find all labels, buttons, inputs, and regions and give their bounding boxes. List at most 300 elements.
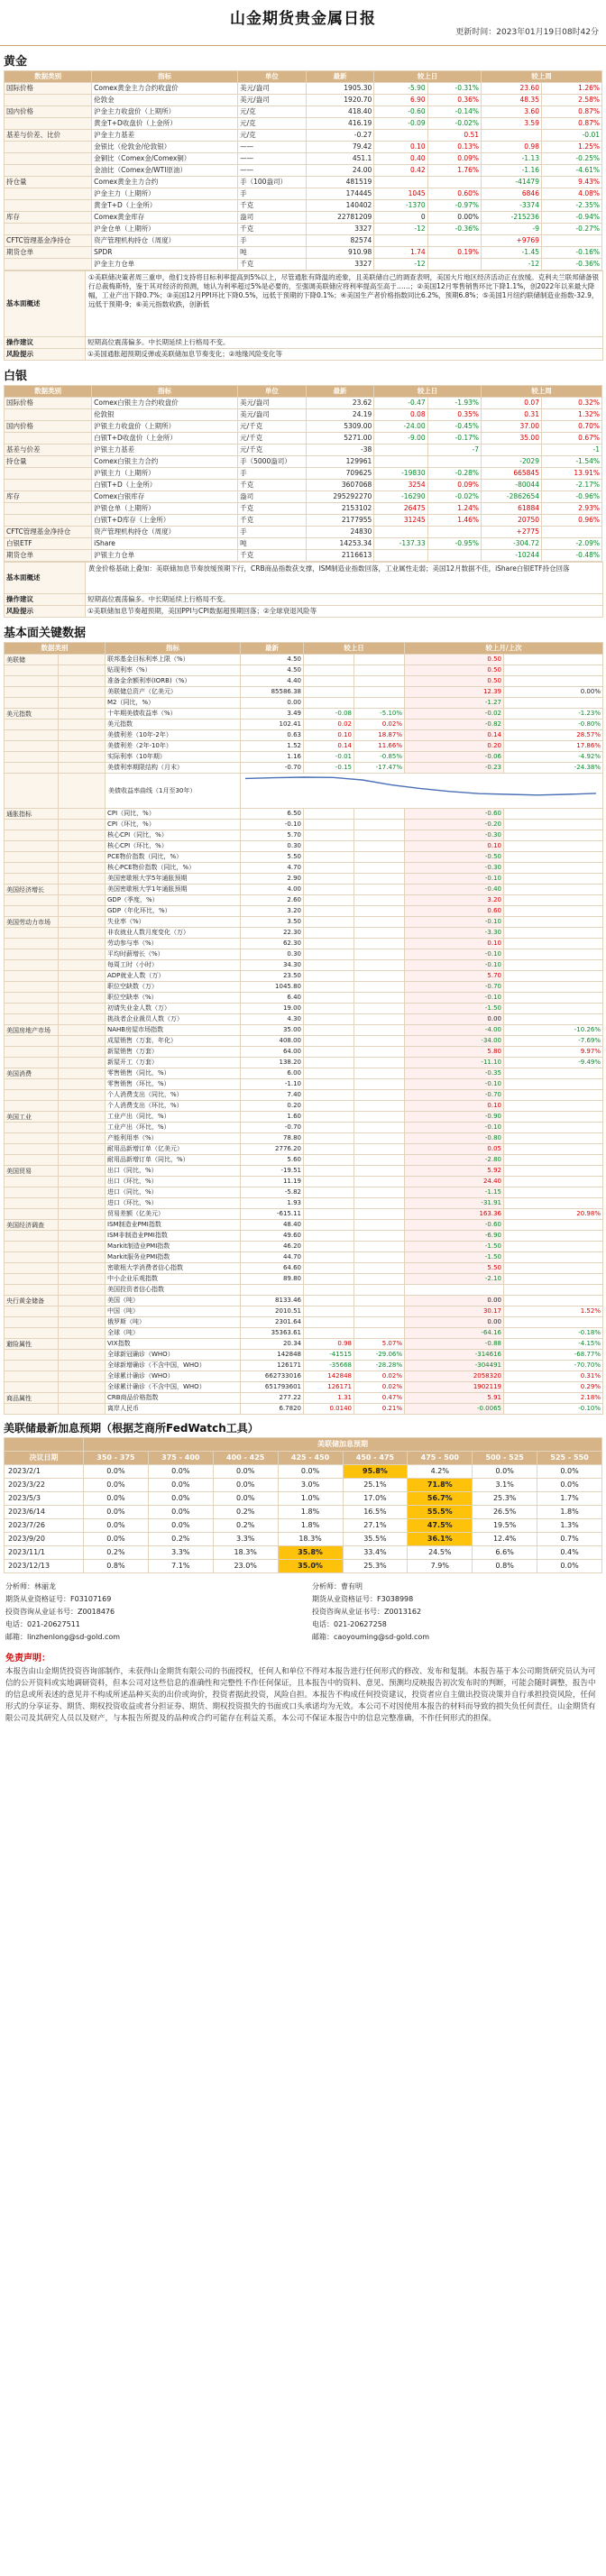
fed-header-row bbox=[5, 1452, 602, 1465]
silver-cell: -1 bbox=[541, 445, 601, 456]
macro-cell: -7.69% bbox=[504, 1036, 603, 1047]
macro-cell bbox=[304, 665, 354, 676]
macro-cell: 0.63 bbox=[241, 730, 304, 741]
contacts bbox=[0, 1573, 606, 1647]
macro-cell: -0.20 bbox=[405, 820, 504, 830]
macro-cell bbox=[304, 1317, 354, 1328]
gold-ops-label: 操作建议 bbox=[5, 337, 86, 349]
yield-curve-cell bbox=[241, 774, 603, 809]
macro-row bbox=[5, 655, 603, 665]
silver-cell: -0.95% bbox=[427, 538, 481, 550]
macro-cell bbox=[354, 960, 405, 971]
macro-cell: 美国消费 bbox=[5, 1068, 59, 1079]
silver-cell: 白银ETF bbox=[5, 538, 92, 550]
macro-cell: 0.02 bbox=[304, 720, 354, 730]
silver-risk-text: ①美联储加息节奏超预期，美国PPI与CPI数据超预期回落；②全球衰退风险等 bbox=[86, 606, 603, 618]
gold-cell: —— bbox=[238, 153, 307, 165]
macro-cell bbox=[59, 949, 106, 960]
macro-cell: 全球新冠确诊（WHO） bbox=[106, 1350, 241, 1361]
macro-row bbox=[5, 687, 603, 698]
macro-col-header: 较上日 bbox=[304, 643, 405, 655]
macro-cell bbox=[354, 841, 405, 852]
macro-cell: 0.31% bbox=[504, 1371, 603, 1382]
fed-prob: 55.5% bbox=[408, 1506, 473, 1519]
macro-cell bbox=[504, 885, 603, 895]
silver-fundamentals-label: 基本面概述 bbox=[5, 563, 86, 594]
macro-cell bbox=[354, 1187, 405, 1198]
macro-cell bbox=[304, 1036, 354, 1047]
macro-row bbox=[5, 841, 603, 852]
silver-table bbox=[4, 385, 602, 562]
macro-cell: -0.23 bbox=[405, 763, 504, 774]
macro-cell: 新屋销售（万套） bbox=[106, 1047, 241, 1058]
macro-cell: -0.50 bbox=[405, 852, 504, 863]
macro-cell bbox=[59, 1112, 106, 1123]
macro-cell: 1.60 bbox=[241, 1112, 304, 1123]
gold-cell bbox=[5, 95, 92, 106]
macro-cell bbox=[354, 1209, 405, 1220]
disclaimer bbox=[0, 1647, 606, 1730]
macro-cell bbox=[59, 1068, 106, 1079]
macro-cell: 408.00 bbox=[241, 1036, 304, 1047]
macro-cell bbox=[59, 1296, 106, 1306]
gold-cell: 资产管理机构持仓（周度） bbox=[92, 235, 238, 247]
macro-cell: 0.00 bbox=[405, 1317, 504, 1328]
macro-row bbox=[5, 993, 603, 1004]
macro-cell bbox=[304, 1252, 354, 1263]
macro-cell: -2.10 bbox=[405, 1274, 504, 1285]
fed-prob: 1.3% bbox=[537, 1519, 602, 1533]
gold-cell: -0.60 bbox=[374, 106, 427, 118]
macro-cell: 44.70 bbox=[241, 1252, 304, 1263]
macro-cell bbox=[304, 1133, 354, 1144]
macro-row bbox=[5, 720, 603, 730]
macro-cell: 48.40 bbox=[241, 1220, 304, 1231]
silver-cell: Comex白银主力合约 bbox=[92, 456, 238, 468]
macro-row bbox=[5, 1339, 603, 1350]
macro-cell: -0.90 bbox=[405, 1112, 504, 1123]
macro-row bbox=[5, 698, 603, 709]
fed-prob: 47.5% bbox=[408, 1519, 473, 1533]
macro-cell bbox=[5, 895, 59, 906]
silver-row bbox=[5, 538, 602, 550]
macro-cell bbox=[504, 655, 603, 665]
gold-col-header: 较上周 bbox=[482, 71, 602, 83]
silver-cell: -0.28% bbox=[427, 468, 481, 480]
macro-row bbox=[5, 1209, 603, 1220]
macro-cell bbox=[5, 949, 59, 960]
macro-cell bbox=[59, 698, 106, 709]
fed-row bbox=[5, 1465, 602, 1479]
silver-section-title: 白银 bbox=[4, 370, 28, 383]
gold-cell: 82574 bbox=[306, 235, 374, 247]
macro-cell bbox=[504, 1187, 603, 1198]
macro-cell: 85586.38 bbox=[241, 687, 304, 698]
macro-cell bbox=[59, 1317, 106, 1328]
gold-cell bbox=[5, 165, 92, 177]
silver-cell bbox=[5, 503, 92, 515]
macro-cell bbox=[504, 1004, 603, 1014]
fed-band-header: 美联储加息预期 bbox=[84, 1438, 602, 1452]
macro-cell bbox=[354, 928, 405, 939]
macro-cell: 17.86% bbox=[504, 741, 603, 752]
macro-cell bbox=[59, 1328, 106, 1339]
gold-cell: 1.26% bbox=[541, 83, 601, 95]
silver-cell bbox=[427, 527, 481, 538]
gold-cell: 盎司 bbox=[238, 212, 307, 224]
macro-section-title: 基本面关键数据 bbox=[4, 627, 87, 640]
gold-cell: 6.90 bbox=[374, 95, 427, 106]
macro-cell: 4.40 bbox=[241, 676, 304, 687]
macro-cell: VIX指数 bbox=[106, 1339, 241, 1350]
macro-cell bbox=[504, 906, 603, 917]
macro-cell bbox=[5, 665, 59, 676]
macro-cell: 0.10 bbox=[405, 939, 504, 949]
macro-row bbox=[5, 1263, 603, 1274]
gold-cell: -1.16 bbox=[482, 165, 542, 177]
gold-cell: 千克 bbox=[238, 259, 307, 270]
macro-cell: 5.50 bbox=[241, 852, 304, 863]
gold-cell: 沪金主力收盘价（上期所） bbox=[92, 106, 238, 118]
fed-row bbox=[5, 1533, 602, 1546]
macro-row bbox=[5, 1404, 603, 1415]
silver-cell: -0.45% bbox=[427, 421, 481, 433]
macro-cell: 0.50 bbox=[405, 676, 504, 687]
fed-prob: 27.1% bbox=[343, 1519, 408, 1533]
silver-cell: 伦敦银 bbox=[92, 409, 238, 421]
macro-cell: 全球累计确诊（WHO） bbox=[106, 1371, 241, 1382]
fed-prob: 1.8% bbox=[278, 1506, 343, 1519]
macro-col-header: 指标 bbox=[106, 643, 241, 655]
macro-cell: 美国经济调查 bbox=[5, 1220, 59, 1231]
macro-cell bbox=[5, 1187, 59, 1198]
gold-cell: 1920.70 bbox=[306, 95, 374, 106]
macro-cell bbox=[504, 830, 603, 841]
macro-cell bbox=[5, 698, 59, 709]
macro-cell: 职位空缺率（%） bbox=[106, 993, 241, 1004]
macro-cell: -0.06 bbox=[405, 752, 504, 763]
macro-cell bbox=[59, 809, 106, 820]
silver-cell: 31245 bbox=[374, 515, 427, 527]
silver-row bbox=[5, 491, 602, 503]
macro-cell: 662733016 bbox=[241, 1371, 304, 1382]
macro-cell bbox=[59, 1133, 106, 1144]
gold-cell: 沪金主力基差 bbox=[92, 130, 238, 142]
gold-cell: -12 bbox=[374, 259, 427, 270]
silver-cell: 手（5000盎司） bbox=[238, 456, 307, 468]
macro-cell bbox=[354, 1166, 405, 1177]
gold-cell: 79.42 bbox=[306, 142, 374, 153]
macro-cell bbox=[504, 1101, 603, 1112]
macro-cell bbox=[5, 1079, 59, 1090]
macro-cell bbox=[59, 1306, 106, 1317]
gold-fundamentals-text: ①美联储决策者周三重申，他们支持将目标利率提高到5%以上，尽管通胀有降温的迹象，且美联储自己的调查表明，美国大片地区经济活动正在放缓。克利夫兰联邦储备银行总裁梅斯特，鉴于其对经济的预测，她认为利率超过5%是必要的，至强调美联储应将利率提高至高于……；②美国12月零售销售环比下降1.1%，创2022年以来最大降幅，工业产出下降0.7%；③美国12月PPI环比下降0.5%，远低于预期的下降0.1%；④美国生产者价格指数同比6.2%，预期6.8%；⑤美国1月纽约联储制造业指数-32.9，远低于预期-9；⑥美元指数收跌，创新低 bbox=[86, 271, 603, 337]
macro-row bbox=[5, 1133, 603, 1144]
silver-cell: -2.17% bbox=[541, 480, 601, 491]
gold-cell: 9.43% bbox=[541, 177, 601, 188]
macro-cell: -0.70 bbox=[405, 1090, 504, 1101]
macro-cell: 美元指数 bbox=[5, 709, 59, 720]
silver-cell: 吨 bbox=[238, 538, 307, 550]
fed-prob: 26.5% bbox=[473, 1506, 537, 1519]
silver-row bbox=[5, 503, 602, 515]
macro-cell: -6.90 bbox=[405, 1231, 504, 1242]
macro-cell: -0.70 bbox=[241, 1123, 304, 1133]
macro-cell: 全球（吨） bbox=[106, 1328, 241, 1339]
gold-cell bbox=[5, 259, 92, 270]
silver-cell: 元/千克 bbox=[238, 445, 307, 456]
macro-cell bbox=[59, 1252, 106, 1263]
macro-cell: 3.20 bbox=[241, 906, 304, 917]
macro-cell bbox=[5, 1242, 59, 1252]
fed-prob: 0.2% bbox=[213, 1519, 278, 1533]
fed-prob: 0.2% bbox=[148, 1533, 213, 1546]
macro-cell: 个人消费支出（环比，%） bbox=[106, 1101, 241, 1112]
macro-cell bbox=[354, 1317, 405, 1328]
silver-fundamentals-row bbox=[5, 563, 603, 594]
silver-cell: 手 bbox=[238, 527, 307, 538]
gold-cell: 吨 bbox=[238, 247, 307, 259]
gold-cell: CFTC管理基金净持仓 bbox=[5, 235, 92, 247]
macro-cell: 4.50 bbox=[241, 665, 304, 676]
macro-cell bbox=[59, 1036, 106, 1047]
gold-cell bbox=[374, 130, 427, 142]
macro-cell bbox=[504, 1155, 603, 1166]
macro-cell bbox=[504, 971, 603, 982]
macro-row bbox=[5, 676, 603, 687]
macro-cell bbox=[304, 939, 354, 949]
macro-cell bbox=[354, 852, 405, 863]
macro-cell bbox=[304, 1112, 354, 1123]
macro-row bbox=[5, 1296, 603, 1306]
silver-cell: 千克 bbox=[238, 515, 307, 527]
fed-row bbox=[5, 1546, 602, 1560]
macro-cell: 核心CPI（环比，%） bbox=[106, 841, 241, 852]
macro-cell: -0.85% bbox=[354, 752, 405, 763]
macro-cell bbox=[354, 1025, 405, 1036]
macro-cell: 1045.80 bbox=[241, 982, 304, 993]
silver-cell: 13.91% bbox=[541, 468, 601, 480]
silver-cell: 24.19 bbox=[306, 409, 374, 421]
macro-cell: 5.70 bbox=[405, 971, 504, 982]
macro-col-header: 最新 bbox=[241, 643, 304, 655]
macro-cell bbox=[354, 820, 405, 830]
gold-cell: 0.36% bbox=[427, 95, 481, 106]
macro-cell bbox=[59, 1166, 106, 1177]
fed-prob: 35.8% bbox=[278, 1546, 343, 1560]
macro-cell bbox=[354, 676, 405, 687]
macro-cell bbox=[504, 993, 603, 1004]
gold-cell: -1370 bbox=[374, 200, 427, 212]
macro-cell bbox=[354, 655, 405, 665]
macro-cell: 4.00 bbox=[241, 885, 304, 895]
macro-cell: 零售销售（同比，%） bbox=[106, 1068, 241, 1079]
macro-cell bbox=[354, 895, 405, 906]
macro-cell bbox=[354, 1133, 405, 1144]
macro-cell bbox=[59, 1198, 106, 1209]
silver-cell: 0.31 bbox=[482, 409, 542, 421]
macro-cell bbox=[304, 1090, 354, 1101]
macro-cell: 46.20 bbox=[241, 1242, 304, 1252]
macro-cell: 避险属性 bbox=[5, 1339, 59, 1350]
fed-date: 2023/11/1 bbox=[5, 1546, 84, 1560]
macro-cell: 0.47% bbox=[354, 1393, 405, 1404]
macro-cell bbox=[504, 676, 603, 687]
macro-cell bbox=[504, 1144, 603, 1155]
macro-cell bbox=[504, 1220, 603, 1231]
macro-cell: 1.16 bbox=[241, 752, 304, 763]
silver-row bbox=[5, 480, 602, 491]
macro-row bbox=[5, 1177, 603, 1187]
macro-col-header: 较上月/上次 bbox=[405, 643, 603, 655]
fed-prob: 17.0% bbox=[343, 1492, 408, 1506]
gold-cell: -5.90 bbox=[374, 83, 427, 95]
silver-cell: -1.54% bbox=[541, 456, 601, 468]
silver-cell: 26475 bbox=[374, 503, 427, 515]
macro-cell: CPI（同比，%） bbox=[106, 809, 241, 820]
silver-cell: 沪银主力基差 bbox=[92, 445, 238, 456]
macro-cell: -0.60 bbox=[405, 809, 504, 820]
macro-row bbox=[5, 1306, 603, 1317]
macro-row bbox=[5, 820, 603, 830]
macro-cell: 出口（环比，%） bbox=[106, 1177, 241, 1187]
silver-cell: 库存 bbox=[5, 491, 92, 503]
silver-ops-text: 短期高位震荡偏多。中长期延续上行格局不变。 bbox=[86, 594, 603, 606]
silver-cell: 国内价格 bbox=[5, 421, 92, 433]
gold-cell: 美元/盎司 bbox=[238, 95, 307, 106]
macro-row bbox=[5, 830, 603, 841]
macro-cell bbox=[354, 863, 405, 874]
macro-row bbox=[5, 752, 603, 763]
macro-cell bbox=[304, 1004, 354, 1014]
macro-cell bbox=[5, 820, 59, 830]
fed-col-header: 500 - 525 bbox=[473, 1452, 537, 1465]
macro-cell bbox=[5, 928, 59, 939]
silver-cell: 0.67% bbox=[541, 433, 601, 445]
fed-prob: 0.0% bbox=[84, 1519, 149, 1533]
fed-prob: 0.0% bbox=[213, 1465, 278, 1479]
silver-cell bbox=[482, 445, 542, 456]
macro-cell: 挑战者企业裁员人数（万） bbox=[106, 1014, 241, 1025]
fed-prob: 1.8% bbox=[537, 1506, 602, 1519]
macro-cell: 3.49 bbox=[241, 709, 304, 720]
silver-cell: 35.00 bbox=[482, 433, 542, 445]
macro-cell bbox=[304, 1296, 354, 1306]
macro-cell bbox=[354, 1090, 405, 1101]
gold-risk-row bbox=[5, 349, 603, 361]
fed-prob: 6.6% bbox=[473, 1546, 537, 1560]
macro-row bbox=[5, 1144, 603, 1155]
macro-row bbox=[5, 1058, 603, 1068]
gold-cell: -0.02% bbox=[427, 118, 481, 130]
macro-cell bbox=[5, 1004, 59, 1014]
macro-cell bbox=[354, 982, 405, 993]
silver-cell: 基差与价差 bbox=[5, 445, 92, 456]
silver-notes bbox=[4, 562, 603, 618]
fed-prob: 0.0% bbox=[84, 1479, 149, 1492]
gold-row bbox=[5, 118, 602, 130]
macro-cell bbox=[304, 676, 354, 687]
macro-cell bbox=[5, 730, 59, 741]
silver-cell: 盎司 bbox=[238, 491, 307, 503]
macro-cell bbox=[354, 1036, 405, 1047]
fed-col-header: 450 - 475 bbox=[343, 1452, 408, 1465]
gold-row bbox=[5, 83, 602, 95]
macro-cell: 进口（环比，%） bbox=[106, 1198, 241, 1209]
gold-cell: -0.97% bbox=[427, 200, 481, 212]
macro-cell: 核心CPI（同比，%） bbox=[106, 830, 241, 841]
macro-row bbox=[5, 665, 603, 676]
macro-cell bbox=[5, 1123, 59, 1133]
macro-cell bbox=[504, 1112, 603, 1123]
macro-cell bbox=[5, 687, 59, 698]
macro-cell bbox=[5, 1231, 59, 1242]
silver-cell bbox=[5, 409, 92, 421]
macro-cell: 1.31 bbox=[304, 1393, 354, 1404]
macro-row bbox=[5, 1014, 603, 1025]
macro-cell: -1.50 bbox=[405, 1242, 504, 1252]
macro-col-header: 数据类别 bbox=[5, 643, 106, 655]
contact-left bbox=[5, 1581, 276, 1644]
fed-prob: 18.3% bbox=[278, 1533, 343, 1546]
macro-cell: 工业产出（同比，%） bbox=[106, 1112, 241, 1123]
fed-prob: 3.3% bbox=[213, 1533, 278, 1546]
macro-cell bbox=[354, 687, 405, 698]
gold-cell bbox=[5, 142, 92, 153]
macro-cell bbox=[354, 665, 405, 676]
gold-cell: -12 bbox=[482, 259, 542, 270]
macro-cell: 30.17 bbox=[405, 1306, 504, 1317]
macro-cell bbox=[5, 1198, 59, 1209]
gold-cell bbox=[427, 235, 481, 247]
gold-cell: -1.45 bbox=[482, 247, 542, 259]
macro-cell: 5.60 bbox=[241, 1155, 304, 1166]
macro-cell: 0.00 bbox=[405, 1014, 504, 1025]
gold-cell: 1.74 bbox=[374, 247, 427, 259]
silver-row bbox=[5, 515, 602, 527]
silver-cell: 沪银主力仓单 bbox=[92, 550, 238, 562]
fed-prob: 0.0% bbox=[148, 1479, 213, 1492]
macro-cell bbox=[5, 720, 59, 730]
macro-cell bbox=[59, 1090, 106, 1101]
macro-cell: 0.10 bbox=[304, 730, 354, 741]
macro-cell bbox=[59, 820, 106, 830]
macro-cell bbox=[304, 1079, 354, 1090]
macro-row bbox=[5, 863, 603, 874]
macro-cell: M2（同比，%） bbox=[106, 698, 241, 709]
contact-right bbox=[312, 1581, 583, 1644]
macro-cell: 35363.61 bbox=[241, 1328, 304, 1339]
macro-cell bbox=[59, 895, 106, 906]
macro-cell bbox=[59, 676, 106, 687]
gold-col-header: 较上日 bbox=[374, 71, 482, 83]
gold-cell: 1905.30 bbox=[306, 83, 374, 95]
macro-cell: -24.38% bbox=[504, 763, 603, 774]
macro-row bbox=[5, 741, 603, 752]
fed-row bbox=[5, 1506, 602, 1519]
gold-cell bbox=[427, 177, 481, 188]
silver-cell: 20750 bbox=[482, 515, 542, 527]
gold-cell: 22781209 bbox=[306, 212, 374, 224]
macro-cell bbox=[59, 1242, 106, 1252]
macro-cell: 1.52 bbox=[241, 741, 304, 752]
fed-prob: 35.0% bbox=[278, 1560, 343, 1573]
macro-cell: 0.02% bbox=[354, 1371, 405, 1382]
macro-cell bbox=[304, 841, 354, 852]
macro-cell: -0.35 bbox=[405, 1068, 504, 1079]
silver-cell: 295292270 bbox=[306, 491, 374, 503]
gold-row bbox=[5, 188, 602, 200]
